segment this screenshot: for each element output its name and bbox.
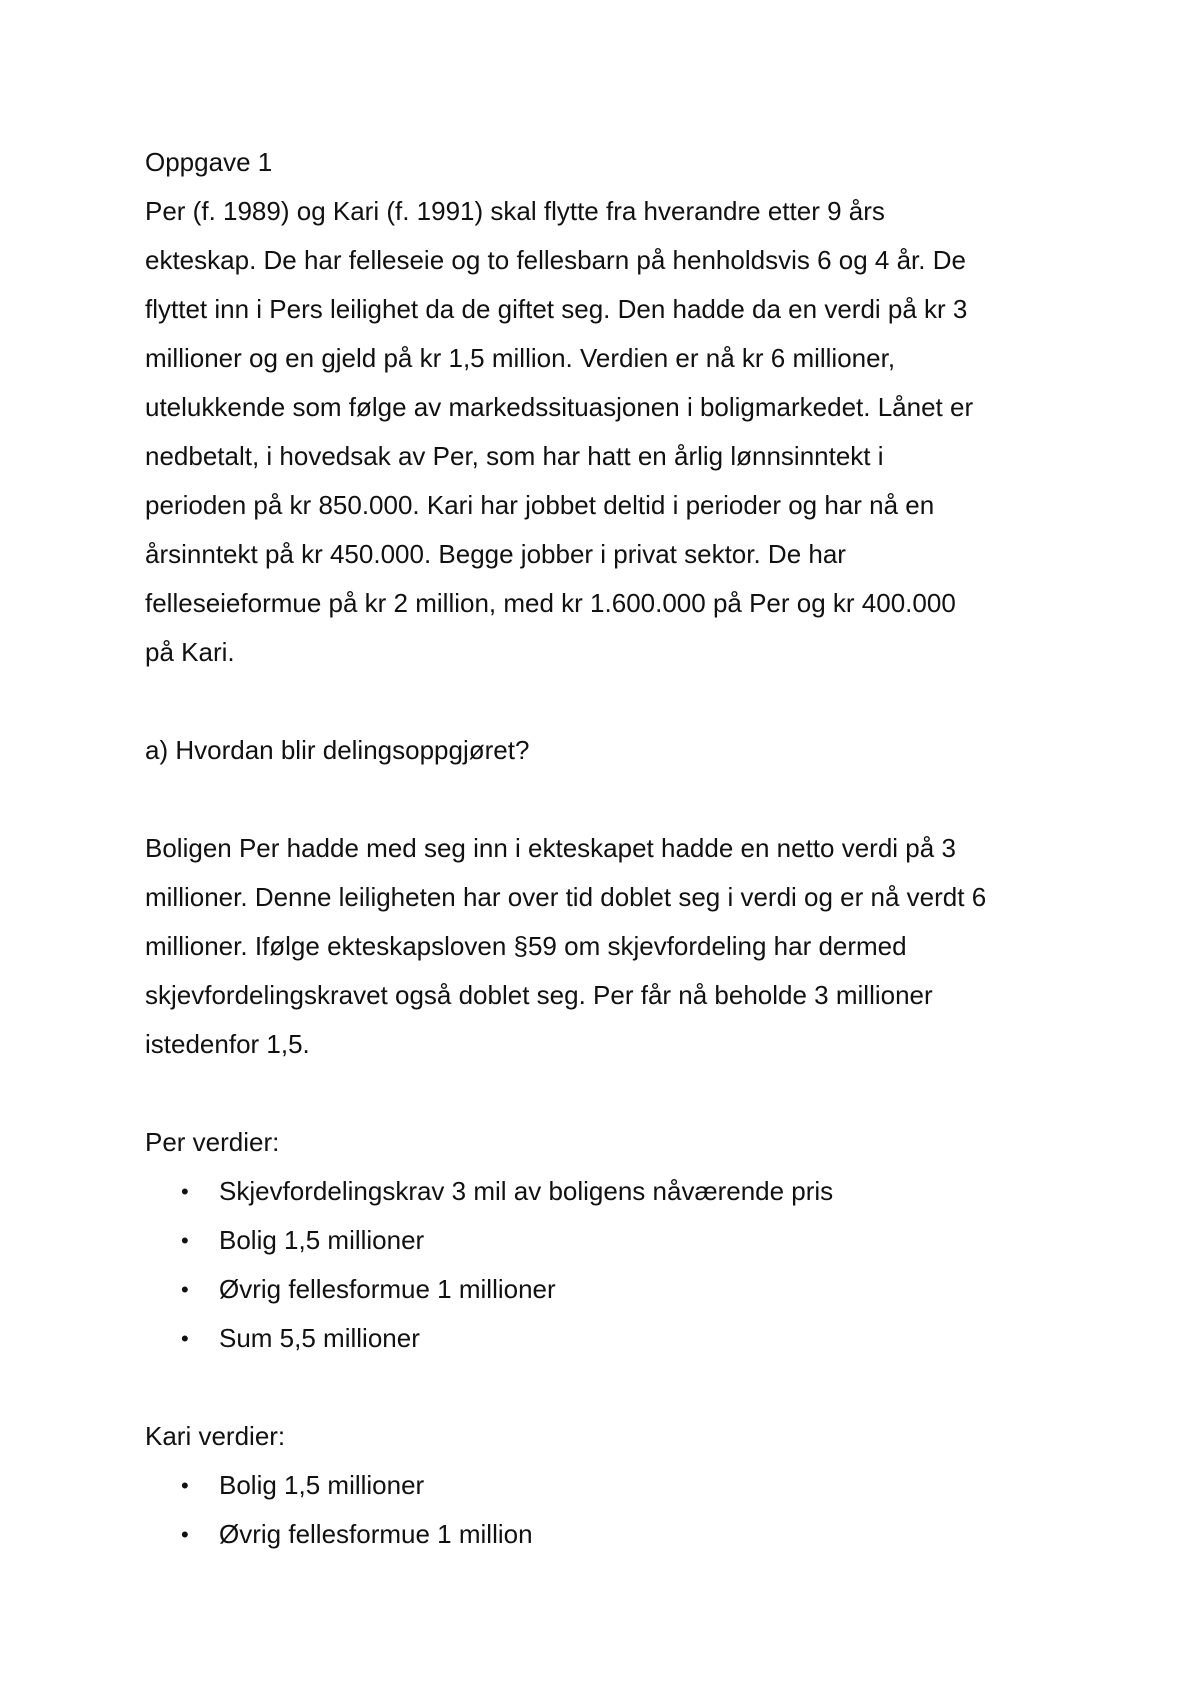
kari-values-title: Kari verdier: — [145, 1421, 286, 1451]
answer-line: millioner. Denne leiligheten har over tid doblet seg i verdi og er nå verdt 6 — [145, 882, 987, 912]
bullet-icon: • — [181, 1228, 189, 1253]
bullet-icon: • — [181, 1179, 189, 1204]
question: a) Hvordan blir delingsoppgjøret? — [145, 735, 530, 765]
intro-line: millioner og en gjeld på kr 1,5 million. Verdien er nå kr 6 millioner, — [145, 343, 896, 373]
intro-line: nedbetalt, i hovedsak av Per, som har hatt en årlig lønnsinntekt i — [145, 441, 884, 471]
answer-line: skjevfordelingskravet også doblet seg. Per får nå beholde 3 millioner — [145, 980, 933, 1010]
blank-line — [145, 677, 1085, 726]
list-item — [145, 1510, 1085, 1559]
list-item-text: Sum 5,5 millioner — [219, 1323, 420, 1353]
bullet-icon: • — [181, 1522, 189, 1547]
intro-line: felleseieformue på kr 2 million, med kr 1.600.000 på Per og kr 400.000 — [145, 588, 956, 618]
per-values-title: Per verdier: — [145, 1127, 280, 1157]
bullet-icon: • — [181, 1277, 189, 1302]
blank-line — [145, 1363, 1085, 1412]
document-page — [145, 138, 1085, 1559]
list-item — [145, 1167, 1085, 1216]
list-item-text: Øvrig fellesformue 1 millioner — [219, 1274, 556, 1304]
intro-line: ekteskap. De har felleseie og to fellesbarn på henholdsvis 6 og 4 år. De — [145, 245, 966, 275]
intro-line: utelukkende som følge av markedssituasjonen i boligmarkedet. Lånet er — [145, 392, 974, 422]
intro-line: perioden på kr 850.000. Kari har jobbet deltid i perioder og har nå en — [145, 490, 935, 520]
intro-line: på Kari. — [145, 637, 235, 667]
bullet-icon: • — [181, 1473, 189, 1498]
list-item — [145, 1314, 1085, 1363]
list-item — [145, 1461, 1085, 1510]
list-item-text: Bolig 1,5 millioner — [219, 1225, 425, 1255]
intro-line: flyttet inn i Pers leilighet da de giftet seg. Den hadde da en verdi på kr 3 — [145, 294, 968, 324]
answer-line: istedenfor 1,5. — [145, 1029, 310, 1059]
answer-line: Boligen Per hadde med seg inn i ekteskapet hadde en netto verdi på 3 — [145, 833, 956, 863]
intro-line: Per (f. 1989) og Kari (f. 1991) skal flytte fra hverandre etter 9 års — [145, 196, 885, 226]
list-item — [145, 1216, 1085, 1265]
heading: Oppgave 1 — [145, 147, 273, 177]
kari-values-list — [145, 1461, 1085, 1559]
per-values-list — [145, 1167, 1085, 1363]
answer-paragraph — [145, 824, 1085, 1069]
answer-line: millioner. Ifølge ekteskapsloven §59 om skjevfordeling har dermed — [145, 931, 907, 961]
intro-line: årsinntekt på kr 450.000. Begge jobber i privat sektor. De har — [145, 539, 846, 569]
intro-paragraph — [145, 187, 1085, 677]
list-item-text: Bolig 1,5 millioner — [219, 1470, 425, 1500]
bullet-icon: • — [181, 1326, 189, 1351]
list-item-text: Skjevfordelingskrav 3 mil av boligens nåværende pris — [219, 1176, 834, 1206]
list-item — [145, 1265, 1085, 1314]
blank-line — [145, 775, 1085, 824]
list-item-text: Øvrig fellesformue 1 million — [219, 1519, 533, 1549]
blank-line — [145, 1069, 1085, 1118]
